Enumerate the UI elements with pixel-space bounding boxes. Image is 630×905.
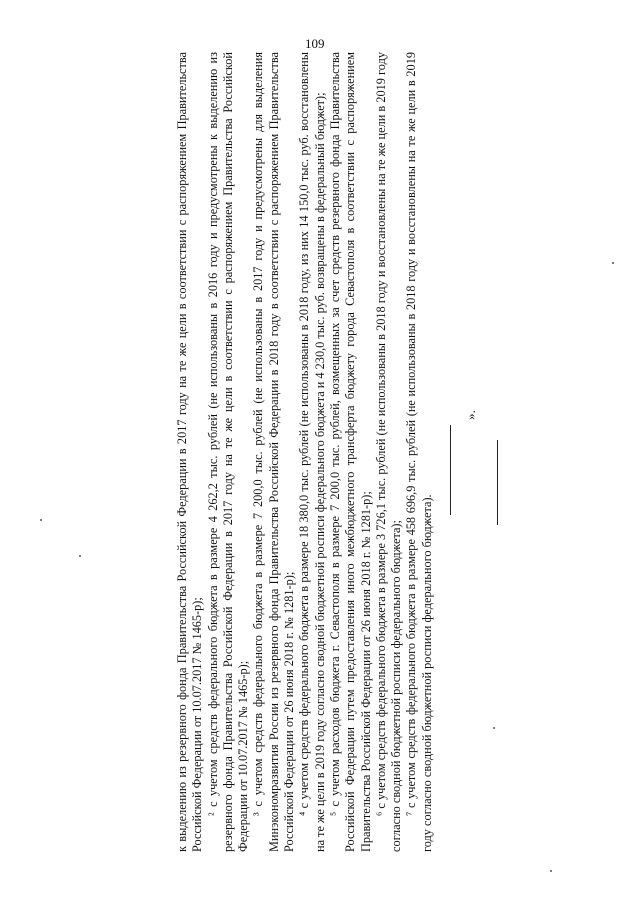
scan-speck [493, 727, 495, 729]
signature-line [497, 440, 498, 525]
footnote-paragraph: ² с учетом средств федерального бюджета в размере 4 262,2 тыс. рублей (не использованы в 2016 году и предусмотрены к выделению из резервного фонда Правительства Российской Федерации в 2017 году на те же цели в соответствии с распоряжением Правительства Российской Федерации от 10.07.2017 № 1465-р); [205, 52, 251, 852]
closing-quote-mark: ». [462, 410, 478, 420]
scan-speck [40, 519, 42, 521]
scan-speck [79, 555, 81, 557]
footnote-paragraph: ⁴ с учетом средств федерального бюджета в размере 18 380,0 тыс. рублей (не использованы в 2018 году, из них 14 150,0 тыс. руб. восстановлены на те же цели в 2019 году согласно сводной бюджетной росписи федерального бюджета и 4 230,0 тыс. руб. возвращены в федеральный бюджет); [297, 52, 327, 852]
signature-line [450, 425, 451, 515]
footnote-paragraph: ⁵ с учетом расходов бюджета г. Севастополя в размере 7 200,0 тыс. рублей, возмещенных за счет средств резервного фонда Правительства Российской Федерации путем предоставления иного межбюджетного трансферта бюджету города Севастополя в соответствии с распоряжением Правительства Российской Федерации от 26 июня 2018 г. № 1281-р); [327, 52, 373, 852]
scan-speck [550, 870, 552, 872]
page-number: 109 [305, 36, 325, 51]
scan-speck [612, 262, 614, 264]
footnote-paragraph: ³ с учетом средств федерального бюджета в размере 7 200,0 тыс. рублей (не использованы в 2017 году и предусмотрены для выделения Минэкономразвития России из резервного фонда Правительства Российской Федерации в 2018 году в соответствии с распоряжением Правительства Российской Федерации от 26 июня 2018 г. № 1281-р); [251, 52, 297, 852]
footnote-paragraph: ⁷ с учетом средств федерального бюджета в размере 458 696,9 тыс. рублей (не использованы в 2018 году и восстановлены на те же цели в 2019 году согласно сводной бюджетной росписи федерального бюджета). [404, 52, 434, 852]
footnotes-text-block [175, 52, 435, 852]
footnote-paragraph: к выделению из резервного фонда Правительства Российской Федерации в 2017 году на те же цели в соответствии с распоряжением Правительства Российской Федерации от 10.07.2017 № 1465-р); [174, 52, 205, 852]
footnote-paragraph: ⁶ с учетом средств федерального бюджета в размере 3 726,1 тыс. рублей (не использованы в 2018 году и восстановлены на те же цели в 2019 году согласно сводной бюджетной росписи федерального бюджета); [373, 52, 404, 852]
